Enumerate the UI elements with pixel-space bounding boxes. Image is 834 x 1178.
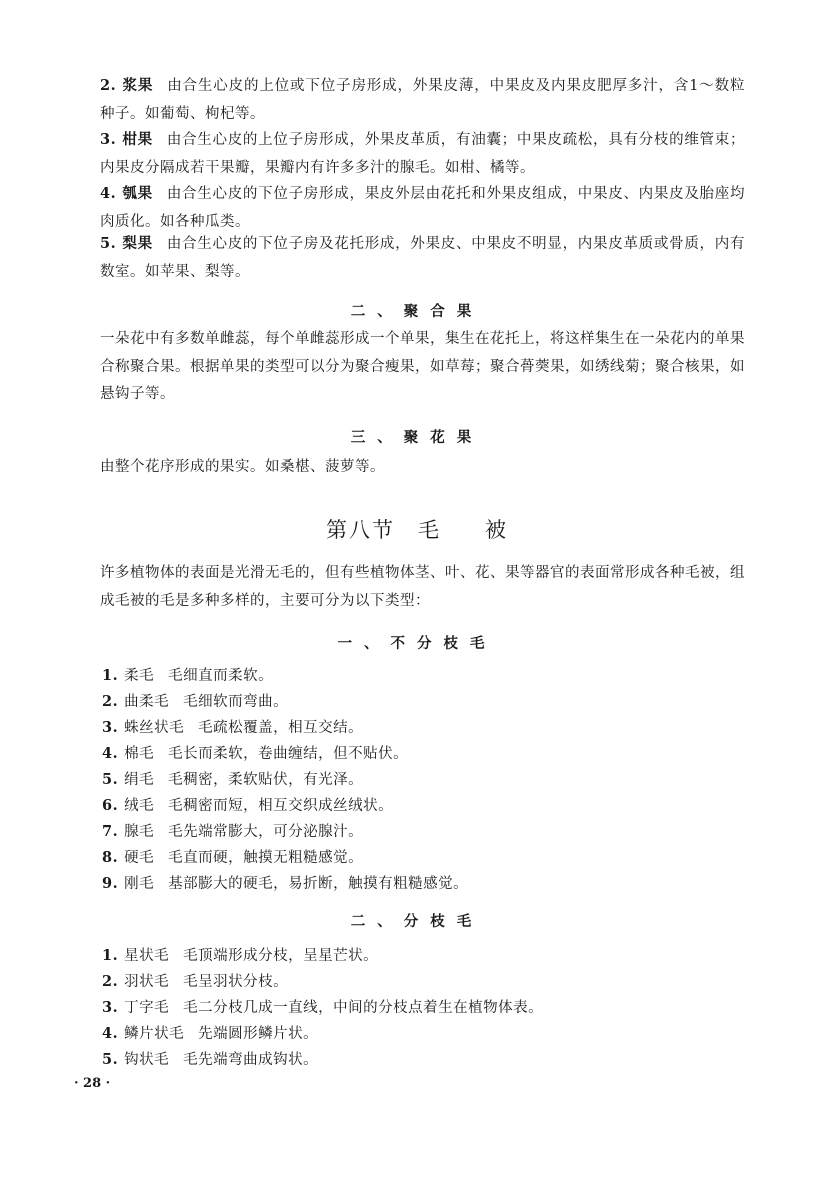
fruit-type-pepo: 4. 瓠果 由合生心皮的下位子房形成，果皮外层由花托和外果皮组成，中果皮、内果皮及胎座均肉质化。如各种瓜类。	[100, 185, 746, 230]
heading-unbranched-hairs: 一、不分枝毛	[337, 635, 497, 652]
list-item: 5. 绢毛 毛稠密，柔软贴伏，有光泽。	[102, 771, 364, 788]
fruit-type-pome: 5. 梨果 由合生心皮的下位子房及花托形成，外果皮、中果皮不明显，内果皮革质或骨质，内有数室。如苹果、梨等。	[100, 235, 746, 280]
term-label: 浆果	[122, 77, 154, 94]
list-item: 1. 柔毛 毛细直而柔软。	[102, 667, 274, 684]
fruit-type-hesperidium: 3. 柑果 由合生心皮的上位子房形成，外果皮革质，有油囊；中果皮疏松，具有分枝的维管束；内果皮分隔成若干果瓣，果瓣内有许多多汁的腺毛。如柑、橘等。	[100, 131, 746, 176]
term-label: 瓠果	[122, 185, 153, 202]
list-item: 4. 鳞片状毛 先端圆形鳞片状。	[102, 1025, 319, 1042]
list-item: 4. 棉毛 毛长而柔软，卷曲缠结，但不贴伏。	[102, 745, 409, 762]
list-item: 7. 腺毛 毛先端常膨大，可分泌腺汁。	[102, 823, 364, 840]
list-item: 6. 绒毛 毛稠密而短，相互交织成丝绒状。	[102, 797, 394, 814]
list-item: 1. 星状毛 毛顶端形成分枝，呈星芒状。	[102, 947, 379, 964]
heading-multiple-fruit: 三、聚花果	[350, 429, 484, 446]
multiple-fruit-text: 由整个花序形成的果实。如桑椹、菠萝等。	[100, 459, 385, 475]
heading-branched-hairs: 二、分枝毛	[350, 913, 484, 930]
fruit-type-berry: 2. 浆果 由合生心皮的上位或下位子房形成，外果皮薄，中果皮及内果皮肥厚多汁，含1～数粒种子。如葡萄、枸杞等。	[100, 77, 745, 122]
aggregate-fruit-text: 一朵花中有多数单雌蕊，每个单雌蕊形成一个单果，集生在花托上，将这样集生在一朵花内的单果合称聚合果。根据单果的类型可以分为聚合瘦果，如草莓；聚合蓇葖果，如绣线菊；聚合核果，如悬钩子等。	[100, 331, 745, 402]
list-item: 5. 钩状毛 毛先端弯曲成钩状。	[102, 1051, 319, 1068]
list-item: 9. 刚毛 基部膨大的硬毛，易折断，触摸有粗糙感觉。	[102, 875, 469, 892]
list-item: 8. 硬毛 毛直而硬，触摸无粗糙感觉。	[102, 849, 364, 866]
list-item: 2. 曲柔毛 毛细软而弯曲。	[102, 693, 289, 710]
page-number: · 28 ·	[74, 1076, 111, 1091]
term-label: 梨果	[122, 235, 153, 252]
heading-aggregate-fruit: 二、聚合果	[350, 303, 484, 320]
list-item: 3. 丁字毛 毛二分枝几成一直线，中间的分枝点着生在植物体表。	[102, 999, 544, 1016]
list-item: 2. 羽状毛 毛呈羽状分枝。	[102, 973, 289, 990]
list-item: 3. 蛛丝状毛 毛疏松覆盖，相互交结。	[102, 719, 364, 736]
section-title: 第八节 毛 被	[326, 518, 508, 542]
section-intro: 许多植物体的表面是光滑无毛的，但有些植物体茎、叶、花、果等器官的表面常形成各种毛被，组成毛被的毛是多种多样的，主要可分为以下类型：	[100, 565, 745, 609]
term-label: 柑果	[122, 131, 153, 148]
